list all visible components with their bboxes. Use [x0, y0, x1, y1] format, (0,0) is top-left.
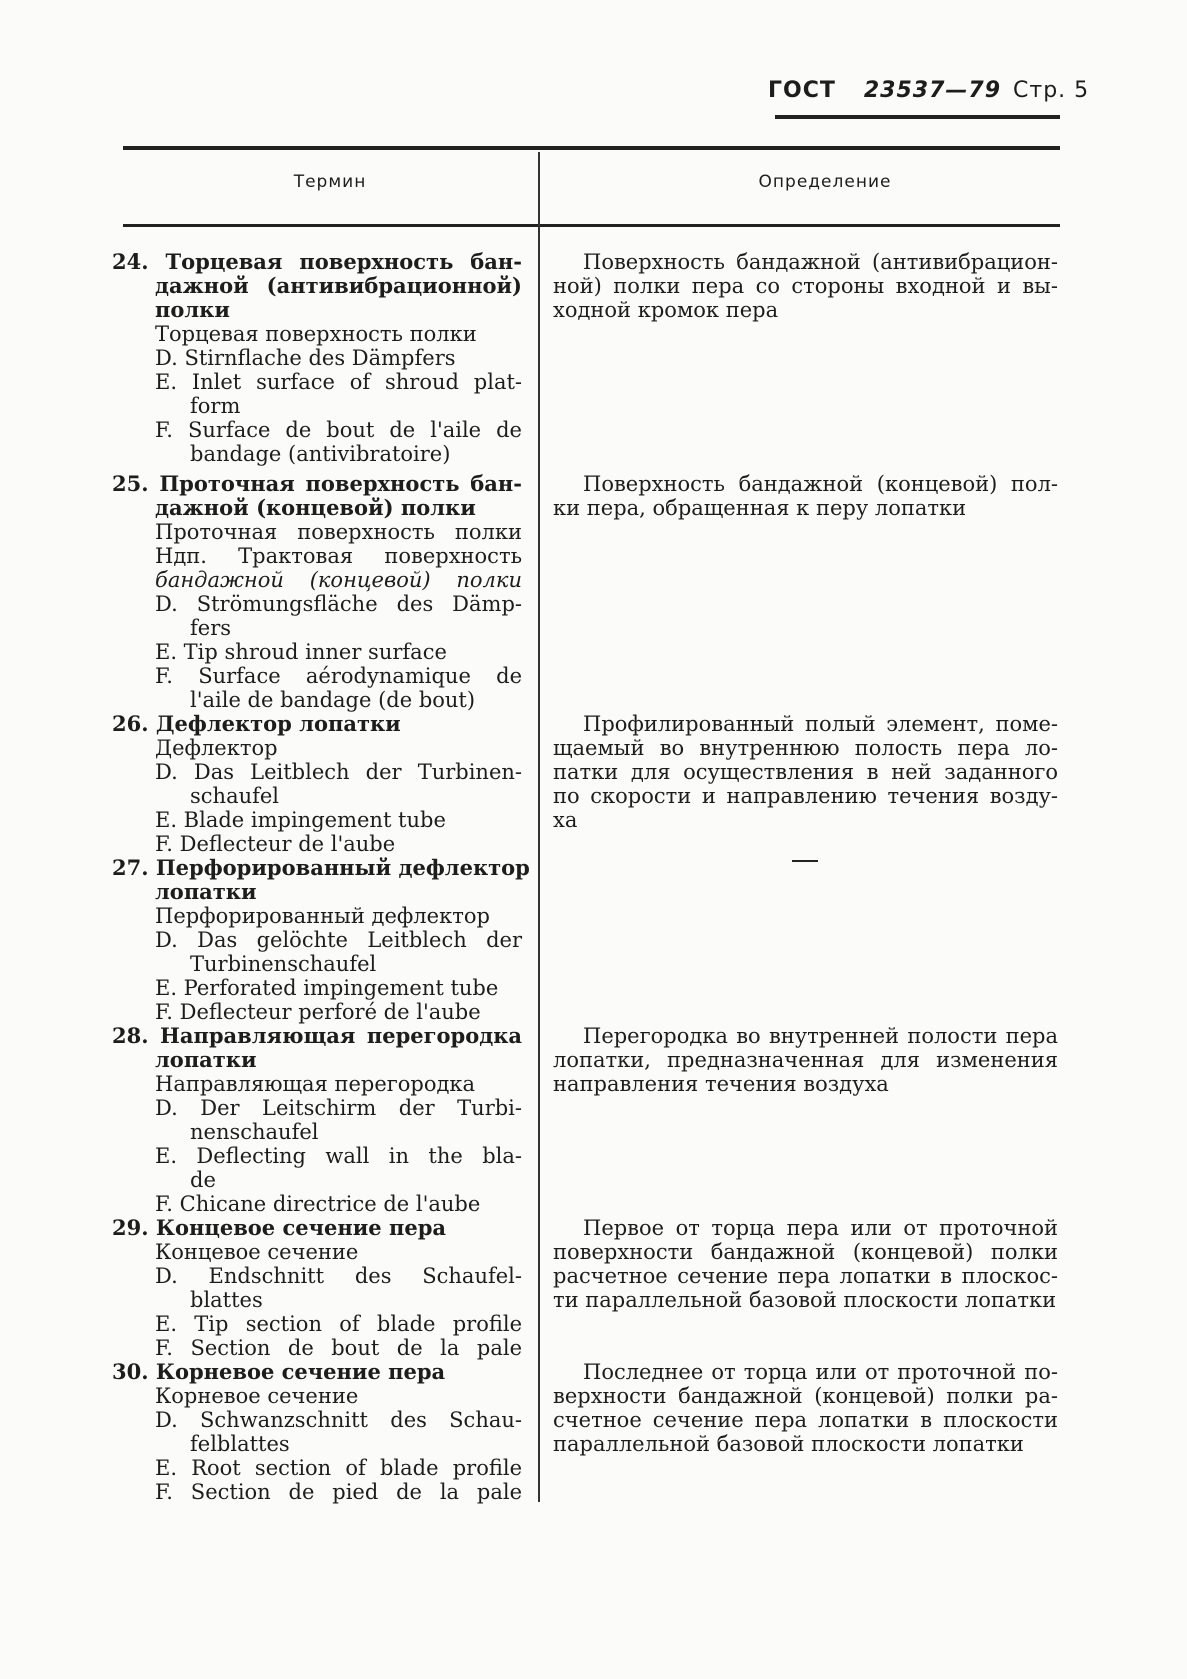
term-line: 30. Корневое сечение пера	[112, 1359, 446, 1384]
term-line: D. Das gelöchte Leitblech der	[155, 928, 522, 952]
term-line: D. Strömungsfläche des Dämp-	[155, 592, 522, 616]
page-number: Стр. 5	[1013, 78, 1090, 103]
term-line: дажной (антивибрационной)	[155, 273, 522, 298]
term-line: fers	[190, 616, 232, 640]
term-line: 26. Дефлектор лопатки	[112, 711, 401, 736]
term-line: D. Schwanzschnitt des Schau-	[155, 1408, 522, 1432]
column-divider	[538, 152, 540, 1502]
standard-label: ГОСТ	[768, 78, 836, 103]
term-entry	[112, 1360, 522, 1504]
term-line: E. Tip shroud inner surface	[155, 640, 447, 664]
definition-line: Поверхность бандажной (антивибрацион-	[583, 250, 1058, 274]
term-line: bandage (antivibratoire)	[190, 442, 451, 466]
term-line: Перфорированный дефлектор	[155, 904, 490, 928]
term-line: Проточная поверхность полки	[155, 520, 522, 544]
term-line: Направляющая перегородка	[155, 1072, 476, 1096]
definition-line: ной) полки пера со стороны входной и вы-	[553, 274, 1058, 298]
term-line: E. Root section of blade profile	[155, 1456, 522, 1480]
term-line: Концевое сечение	[155, 1240, 359, 1264]
definition-line: Первое от торца пера или от проточной	[583, 1216, 1058, 1240]
definition-line: счетное сечение пера лопатки в плоскости	[553, 1408, 1058, 1432]
term-line: D. Der Leitschirm der Turbi-	[155, 1096, 522, 1120]
definition-line: Поверхность бандажной (концевой) пол-	[583, 472, 1058, 496]
definition-entry	[553, 472, 1058, 520]
term-line: Дефлектор	[155, 736, 278, 760]
definition-line: щаемый во внутреннюю полость пера ло-	[553, 736, 1058, 760]
term-line: F. Section de bout de la pale	[155, 1336, 522, 1360]
definition-line: патки для осуществления в ней заданного	[553, 760, 1058, 784]
definition-entry	[553, 1024, 1058, 1096]
term-line: 25. Проточная поверхность бан-	[112, 471, 522, 496]
term-line: de	[190, 1168, 216, 1192]
term-line: F. Deflecteur perforé de l'aube	[155, 1000, 481, 1024]
definition-line: Профилированный полый элемент, поме-	[583, 712, 1058, 736]
term-line: blattes	[190, 1288, 263, 1312]
term-line: E. Inlet surface of shroud plat-	[155, 370, 522, 394]
term-line: felblattes	[190, 1432, 290, 1456]
term-line: E. Deflecting wall in the bla-	[155, 1144, 522, 1168]
term-line: 28. Направляющая перегородка	[112, 1023, 522, 1048]
term-line: l'aile de bandage (de bout)	[190, 688, 476, 712]
definition-line: расчетное сечение пера лопатки в плоскос-	[553, 1264, 1058, 1288]
definition-line: Последнее от торца или от проточной по-	[583, 1360, 1058, 1384]
definition-line: поверхности бандажной (концевой) полки	[553, 1240, 1058, 1264]
definition-line: параллельной базовой плоскости лопатки	[553, 1432, 1024, 1456]
term-line: E. Perforated impingement tube	[155, 976, 499, 1000]
definition-entry	[553, 1216, 1058, 1312]
term-line: лопатки	[155, 879, 257, 904]
term-line: nenschaufel	[190, 1120, 319, 1144]
term-line: Корневое сечение	[155, 1384, 359, 1408]
definition-line: лопатки, предназначенная для изменения	[553, 1048, 1058, 1072]
term-entry	[112, 855, 530, 1024]
definition-line: ки пера, обращенная к перу лопатки	[553, 496, 967, 520]
definition-line: верхности бандажной (концевой) полки ра-	[553, 1384, 1058, 1408]
column-header-term: Термин	[293, 172, 367, 192]
term-line: полки	[155, 297, 230, 322]
definition-entry	[553, 712, 1058, 832]
term-line: 29. Концевое сечение пера	[112, 1215, 446, 1240]
term-entry	[112, 472, 522, 712]
definition-line: направления течения воздуха	[553, 1072, 889, 1096]
term-entry	[112, 1216, 522, 1360]
term-line: Торцевая поверхность полки	[155, 322, 477, 346]
term-line: F. Surface aérodynamique de	[155, 664, 522, 688]
term-line: D. Das Leitblech der Turbinen-	[155, 760, 522, 784]
term-line: дажной (концевой) полки	[155, 495, 476, 520]
page-header	[768, 78, 1090, 103]
column-header-definition: Определение	[758, 172, 892, 192]
term-entry	[112, 712, 522, 856]
term-line: 24. Торцевая поверхность бан-	[112, 249, 522, 274]
term-entry	[112, 250, 522, 466]
definition-line: ти параллельной базовой плоскости лопатки	[553, 1288, 1057, 1312]
header-underline	[775, 115, 1060, 119]
term-line: E. Tip section of blade profile	[155, 1312, 522, 1336]
definition-line: ходной кромок пера	[553, 298, 779, 322]
definition-entry	[553, 250, 1058, 322]
term-line: Turbinenschaufel	[190, 952, 377, 976]
term-line: schaufel	[190, 784, 280, 808]
definition-line: по скорости и направлению течения возду-	[553, 784, 1058, 808]
term-line: Ндп. Трактовая поверхность	[155, 544, 522, 568]
empty-definition-dash	[792, 860, 818, 862]
standard-number: 23537—79	[863, 78, 1002, 103]
definition-entry	[553, 1360, 1058, 1456]
definition-line: Перегородка во внутренней полости пера	[583, 1024, 1058, 1048]
table-header-rule	[123, 224, 1060, 227]
table-top-rule	[123, 146, 1060, 150]
definition-line: ха	[553, 808, 578, 832]
term-line: F. Surface de bout de l'aile de	[155, 418, 522, 442]
term-line: F. Deflecteur de l'aube	[155, 832, 396, 856]
term-line: 27. Перфорированный дефлектор	[112, 855, 530, 880]
term-line: form	[190, 394, 241, 418]
term-line: D. Stirnflache des Dämpfers	[155, 346, 456, 370]
term-entry	[112, 1024, 522, 1216]
term-line: E. Blade impingement tube	[155, 808, 446, 832]
term-line: F. Chicane directrice de l'aube	[155, 1192, 481, 1216]
term-line: D. Endschnitt des Schaufel-	[155, 1264, 522, 1288]
term-line: F. Section de pied de la pale	[155, 1480, 522, 1504]
term-line: лопатки	[155, 1047, 257, 1072]
term-line: бандажной (концевой) полки	[155, 568, 522, 592]
